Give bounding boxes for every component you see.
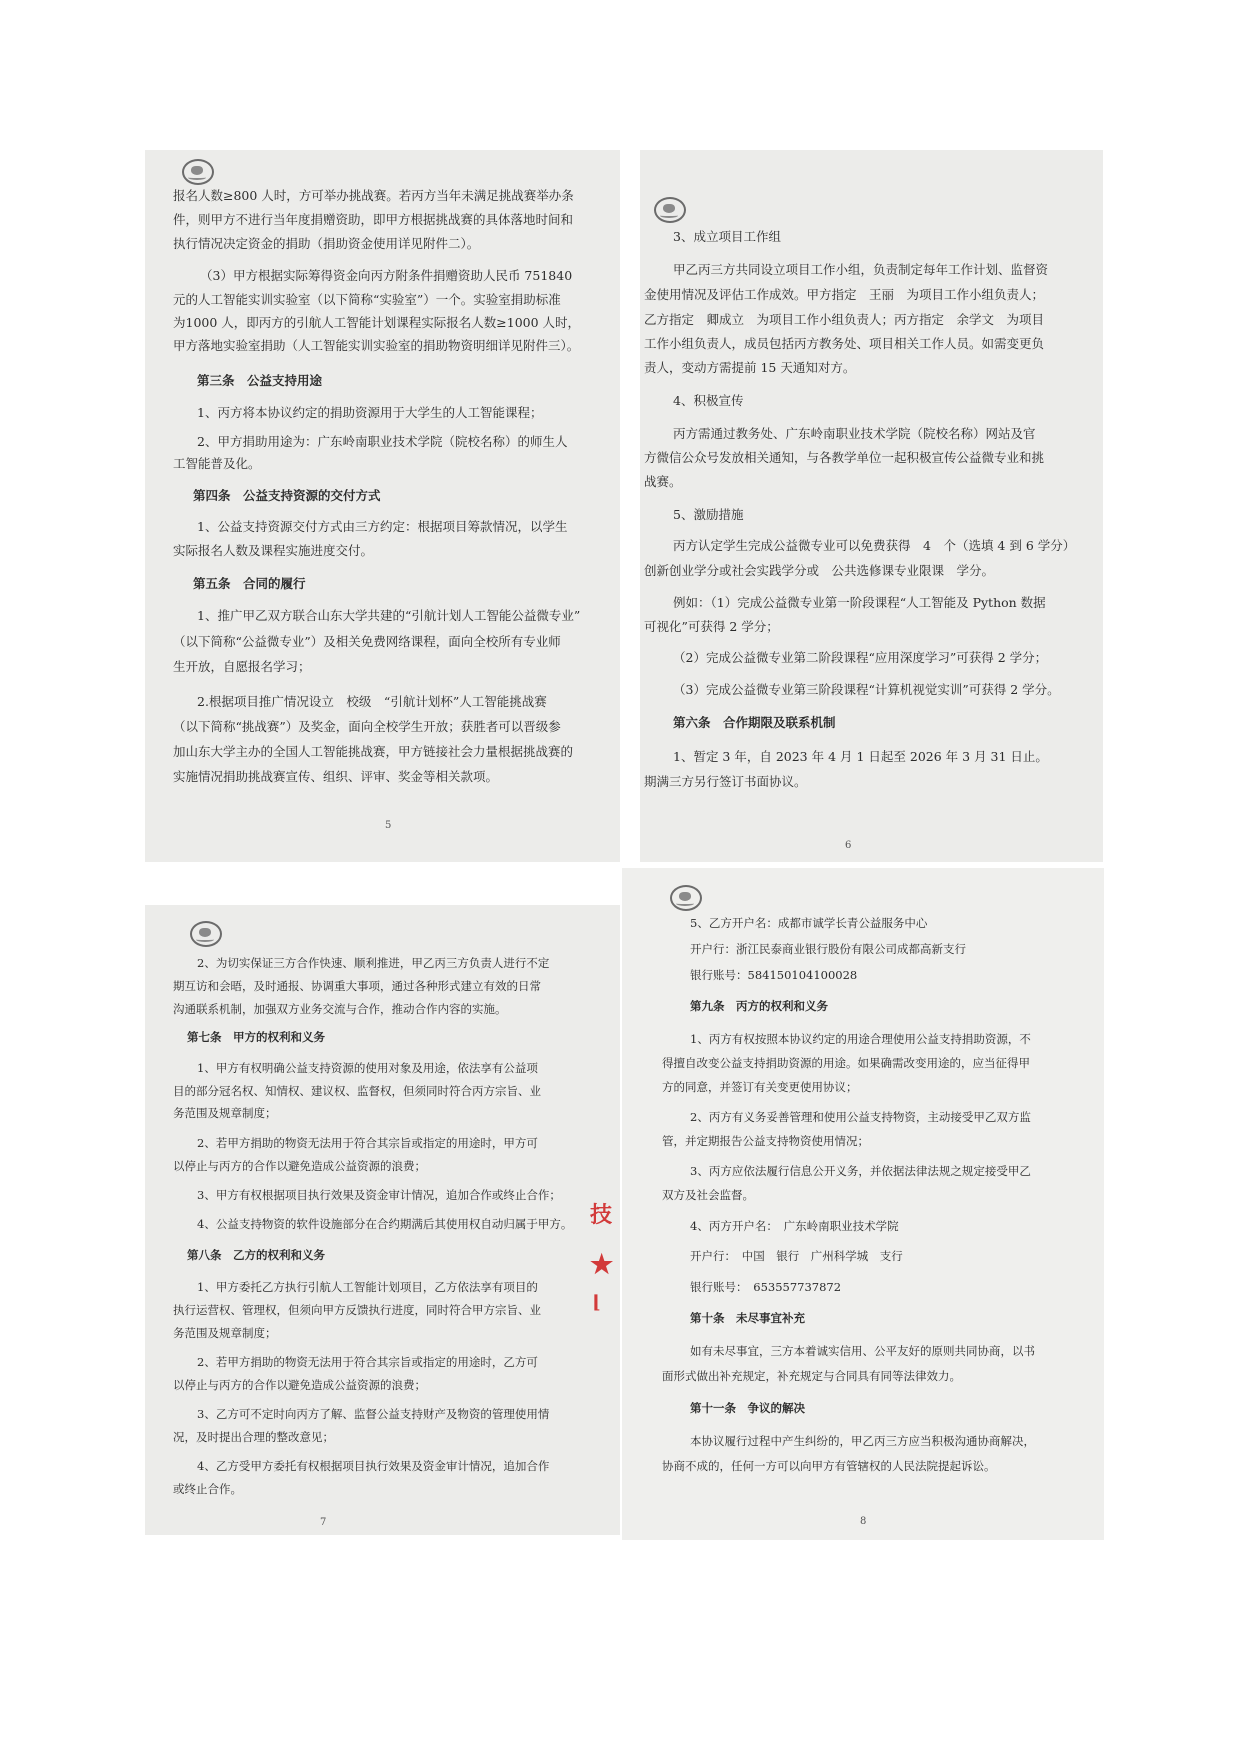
text-line: 4、乙方受甲方委托有权根据项目执行效果及资金审计情况，追加合作 (197, 1459, 550, 1473)
text-line: 方微信公众号发放相关通知，与各教学单位一起积极宣传公益微专业和挑 (644, 450, 1045, 465)
page-number: 5 (385, 820, 392, 831)
text-line: 如有未尽事宜，三方本着诚实信用、公平友好的原则共同协商，以书 (690, 1344, 1035, 1358)
organization-emblem-icon (182, 159, 214, 185)
page-number: 7 (320, 1517, 327, 1528)
text-line: （3）完成公益微专业第三阶段课程“计算机视觉实训”可获得 2 学分。 (673, 682, 1060, 697)
contract-page-8 (622, 868, 1104, 1540)
text-line: 双方及社会监督。 (662, 1188, 754, 1202)
text-line: 甲方落地实验室捐助（人工智能实训实验室的捐助物资明细详见附件三）。 (173, 338, 580, 353)
text-line: 5、激励措施 (673, 507, 744, 522)
contract-page-6 (640, 150, 1103, 862)
text-line: 开户行：浙江民泰商业银行股份有限公司成都高新支行 (690, 942, 966, 956)
text-line: 乙方指定 卿成立 为项目工作小组负责人；丙方指定 余学文 为项目 (644, 312, 1045, 327)
text-line: 丙方需通过教务处、广东岭南职业技术学院（院校名称）网站及官 (673, 426, 1036, 441)
text-line: 生开放，自愿报名学习； (173, 659, 311, 674)
text-line: 以停止与丙方的合作以避免造成公益资源的浪费； (173, 1378, 426, 1392)
text-line: 工作小组负责人，成员包括丙方教务处、项目相关工作人员。如需变更负 (644, 336, 1045, 351)
text-line: 例如：（1）完成公益微专业第一阶段课程“人工智能及 Python 数据 (673, 595, 1046, 610)
text-line: 5、乙方开户名：成都市诚学长青公益服务中心 (690, 916, 928, 930)
text-line: 开户行： 中国 银行 广州科学城 支行 (690, 1249, 903, 1263)
text-line: 创新创业学分或社会实践学分或 公共选修课专业限课 学分。 (644, 563, 995, 578)
text-line: 1、暂定 3 年，自 2023 年 4 月 1 日起至 2026 年 3 月 31 日止。 (673, 749, 1048, 764)
text-line: 实施情况捐助挑战赛宣传、组织、评审、奖金等相关款项。 (173, 769, 499, 784)
text-line: 实际报名人数及课程实施进度交付。 (173, 543, 374, 558)
text-line: 方的同意，并签订有关变更使用协议； (662, 1080, 858, 1094)
text-line: 2、若甲方捐助的物资无法用于符合其宗旨或指定的用途时，乙方可 (197, 1355, 538, 1369)
text-line: 丙方认定学生完成公益微专业可以免费获得 4 个（选填 4 到 6 学分） (673, 538, 1076, 553)
text-line: 件，则甲方不进行当年度捐赠资助，即甲方根据挑战赛的具体落地时间和 (173, 212, 574, 227)
text-line: 以停止与丙方的合作以避免造成公益资源的浪费； (173, 1159, 426, 1173)
contract-page-5 (145, 150, 620, 862)
section-heading-10: 第十条 未尽事宜补充 (690, 1311, 805, 1325)
section-heading-8: 第八条 乙方的权利和义务 (187, 1248, 325, 1262)
text-line: （3）甲方根据实际筹得资金向丙方附条件捐赠资助人民币 751840 (200, 268, 573, 283)
text-line: （以下简称“公益微专业”）及相关免费网络课程，面向全校所有专业师 (173, 634, 561, 649)
text-line: （以下简称“挑战赛”）及奖金，面向全校学生开放；获胜者可以晋级参 (173, 719, 561, 734)
text-line: 目的部分冠名权、知情权、建议权、监督权，但须同时符合丙方宗旨、业 (173, 1084, 541, 1098)
text-line: 得擅自改变公益支持捐助资源的用途。如果确需改变用途的，应当征得甲 (662, 1056, 1030, 1070)
text-line: 战赛。 (644, 474, 682, 489)
text-line: 执行运营权、管理权，但须向甲方反馈执行进度，同时符合甲方宗旨、业 (173, 1303, 541, 1317)
text-line: 甲乙丙三方共同设立项目工作小组，负责制定每年工作计划、监督资 (673, 262, 1049, 277)
text-line: 金使用情况及评估工作成效。甲方指定 王丽 为项目工作小组负责人； (644, 287, 1045, 302)
text-line: 1、丙方将本协议约定的捐助资源用于大学生的人工智能课程； (197, 405, 543, 420)
section-heading-11: 第十一条 争议的解决 (690, 1401, 805, 1415)
text-line: 期互访和会晤，及时通报、协调重大事项，通过各种形式建立有效的日常 (173, 979, 541, 993)
text-line: 沟通联系机制，加强双方业务交流与合作，推动合作内容的实施。 (173, 1002, 507, 1016)
text-line: 或终止合作。 (173, 1482, 242, 1496)
organization-emblem-icon (670, 885, 702, 911)
organization-emblem-icon (190, 921, 222, 947)
text-line: 2.根据项目推广情况设立 校级 “引航计划杯”人工智能挑战赛 (197, 694, 547, 709)
contract-page-7 (145, 905, 620, 1535)
red-seal-fragment (590, 1200, 614, 1313)
text-line: 为1000 人，即丙方的引航人工智能计划课程实际报名人数≥1000 人时， (173, 315, 581, 330)
seal-star-icon: ★ (590, 1250, 614, 1280)
seal-edge: ⌊ (592, 1292, 601, 1313)
text-line: 银行账号：584150104100028 (690, 968, 858, 982)
text-line: 3、丙方应依法履行信息公开义务，并依据法律法规之规定接受甲乙 (690, 1164, 1031, 1178)
page-number: 8 (860, 1516, 867, 1527)
text-line: 协商不成的，任何一方可以向甲方有管辖权的人民法院提起诉讼。 (662, 1459, 996, 1473)
text-line: 2、为切实保证三方合作快速、顺利推进，甲乙丙三方负责人进行不定 (197, 956, 550, 970)
text-line: 银行账号： 653557737872 (690, 1280, 842, 1294)
page-number: 6 (845, 840, 852, 851)
text-line: 4、积极宣传 (673, 393, 744, 408)
section-heading-7: 第七条 甲方的权利和义务 (187, 1030, 325, 1044)
text-line: 报名人数≥800 人时，方可举办挑战赛。若丙方当年未满足挑战赛举办条 (173, 188, 574, 203)
section-heading-5: 第五条 合同的履行 (193, 576, 306, 591)
text-line: 1、甲方有权明确公益支持资源的使用对象及用途，依法享有公益项 (197, 1061, 538, 1075)
text-line: 元的人工智能实训实验室（以下简称“实验室”）一个。实验室捐助标准 (173, 292, 561, 307)
text-line: 管，并定期报告公益支持物资使用情况； (662, 1134, 869, 1148)
text-line: 工智能普及化。 (173, 456, 261, 471)
text-line: 3、乙方可不定时向丙方了解、监督公益支持财产及物资的管理使用情 (197, 1407, 550, 1421)
text-line: 2、丙方有义务妥善管理和使用公益支持物资，主动接受甲乙双方监 (690, 1110, 1031, 1124)
text-line: 责人，变动方需提前 15 天通知对方。 (644, 360, 856, 375)
text-line: 3、成立项目工作组 (673, 229, 781, 244)
text-line: 务范围及规章制度； (173, 1106, 277, 1120)
text-line: 执行情况决定资金的捐助（捐助资金使用详见附件二）。 (173, 236, 480, 251)
text-line: 1、推广甲乙双方联合山东大学共建的“引航计划人工智能公益微专业” (197, 608, 581, 623)
text-line: 加山东大学主办的全国人工智能挑战赛，甲方链接社会力量根据挑战赛的 (173, 744, 574, 759)
text-line: 况，及时提出合理的整改意见； (173, 1430, 334, 1444)
text-line: 1、公益支持资源交付方式由三方约定：根据项目筹款情况，以学生 (197, 519, 568, 534)
text-line: 2、若甲方捐助的物资无法用于符合其宗旨或指定的用途时，甲方可 (197, 1136, 538, 1150)
text-line: 本协议履行过程中产生纠纷的，甲乙丙三方应当积极沟通协商解决， (690, 1434, 1035, 1448)
section-heading-3: 第三条 公益支持用途 (197, 373, 323, 388)
text-line: 1、丙方有权按照本协议约定的用途合理使用公益支持捐助资源，不 (690, 1032, 1031, 1046)
section-heading-9: 第九条 丙方的权利和义务 (690, 999, 828, 1013)
text-line: 3、甲方有权根据项目执行效果及资金审计情况，追加合作或终止合作； (197, 1188, 561, 1202)
text-line: 2、甲方捐助用途为：广东岭南职业技术学院（院校名称）的师生人 (197, 434, 568, 449)
section-heading-4: 第四条 公益支持资源的交付方式 (193, 488, 381, 503)
text-line: 可视化”可获得 2 学分； (644, 619, 779, 634)
text-line: 务范围及规章制度； (173, 1326, 277, 1340)
section-heading-6: 第六条 合作期限及联系机制 (673, 715, 836, 730)
text-line: 期满三方另行签订书面协议。 (644, 774, 807, 789)
text-line: 面形式做出补充规定，补充规定与合同具有同等法律效力。 (662, 1369, 961, 1383)
text-line: 4、公益支持物资的软件设施部分在合约期满后其使用权自动归属于甲方。 (197, 1217, 573, 1231)
organization-emblem-icon (654, 197, 686, 223)
text-line: （2）完成公益微专业第二阶段课程“应用深度学习”可获得 2 学分； (673, 650, 1048, 665)
text-line: 4、丙方开户名： 广东岭南职业技术学院 (690, 1219, 899, 1233)
seal-text: 技 (590, 1202, 613, 1228)
text-line: 1、甲方委托乙方执行引航人工智能计划项目，乙方依法享有项目的 (197, 1280, 538, 1294)
